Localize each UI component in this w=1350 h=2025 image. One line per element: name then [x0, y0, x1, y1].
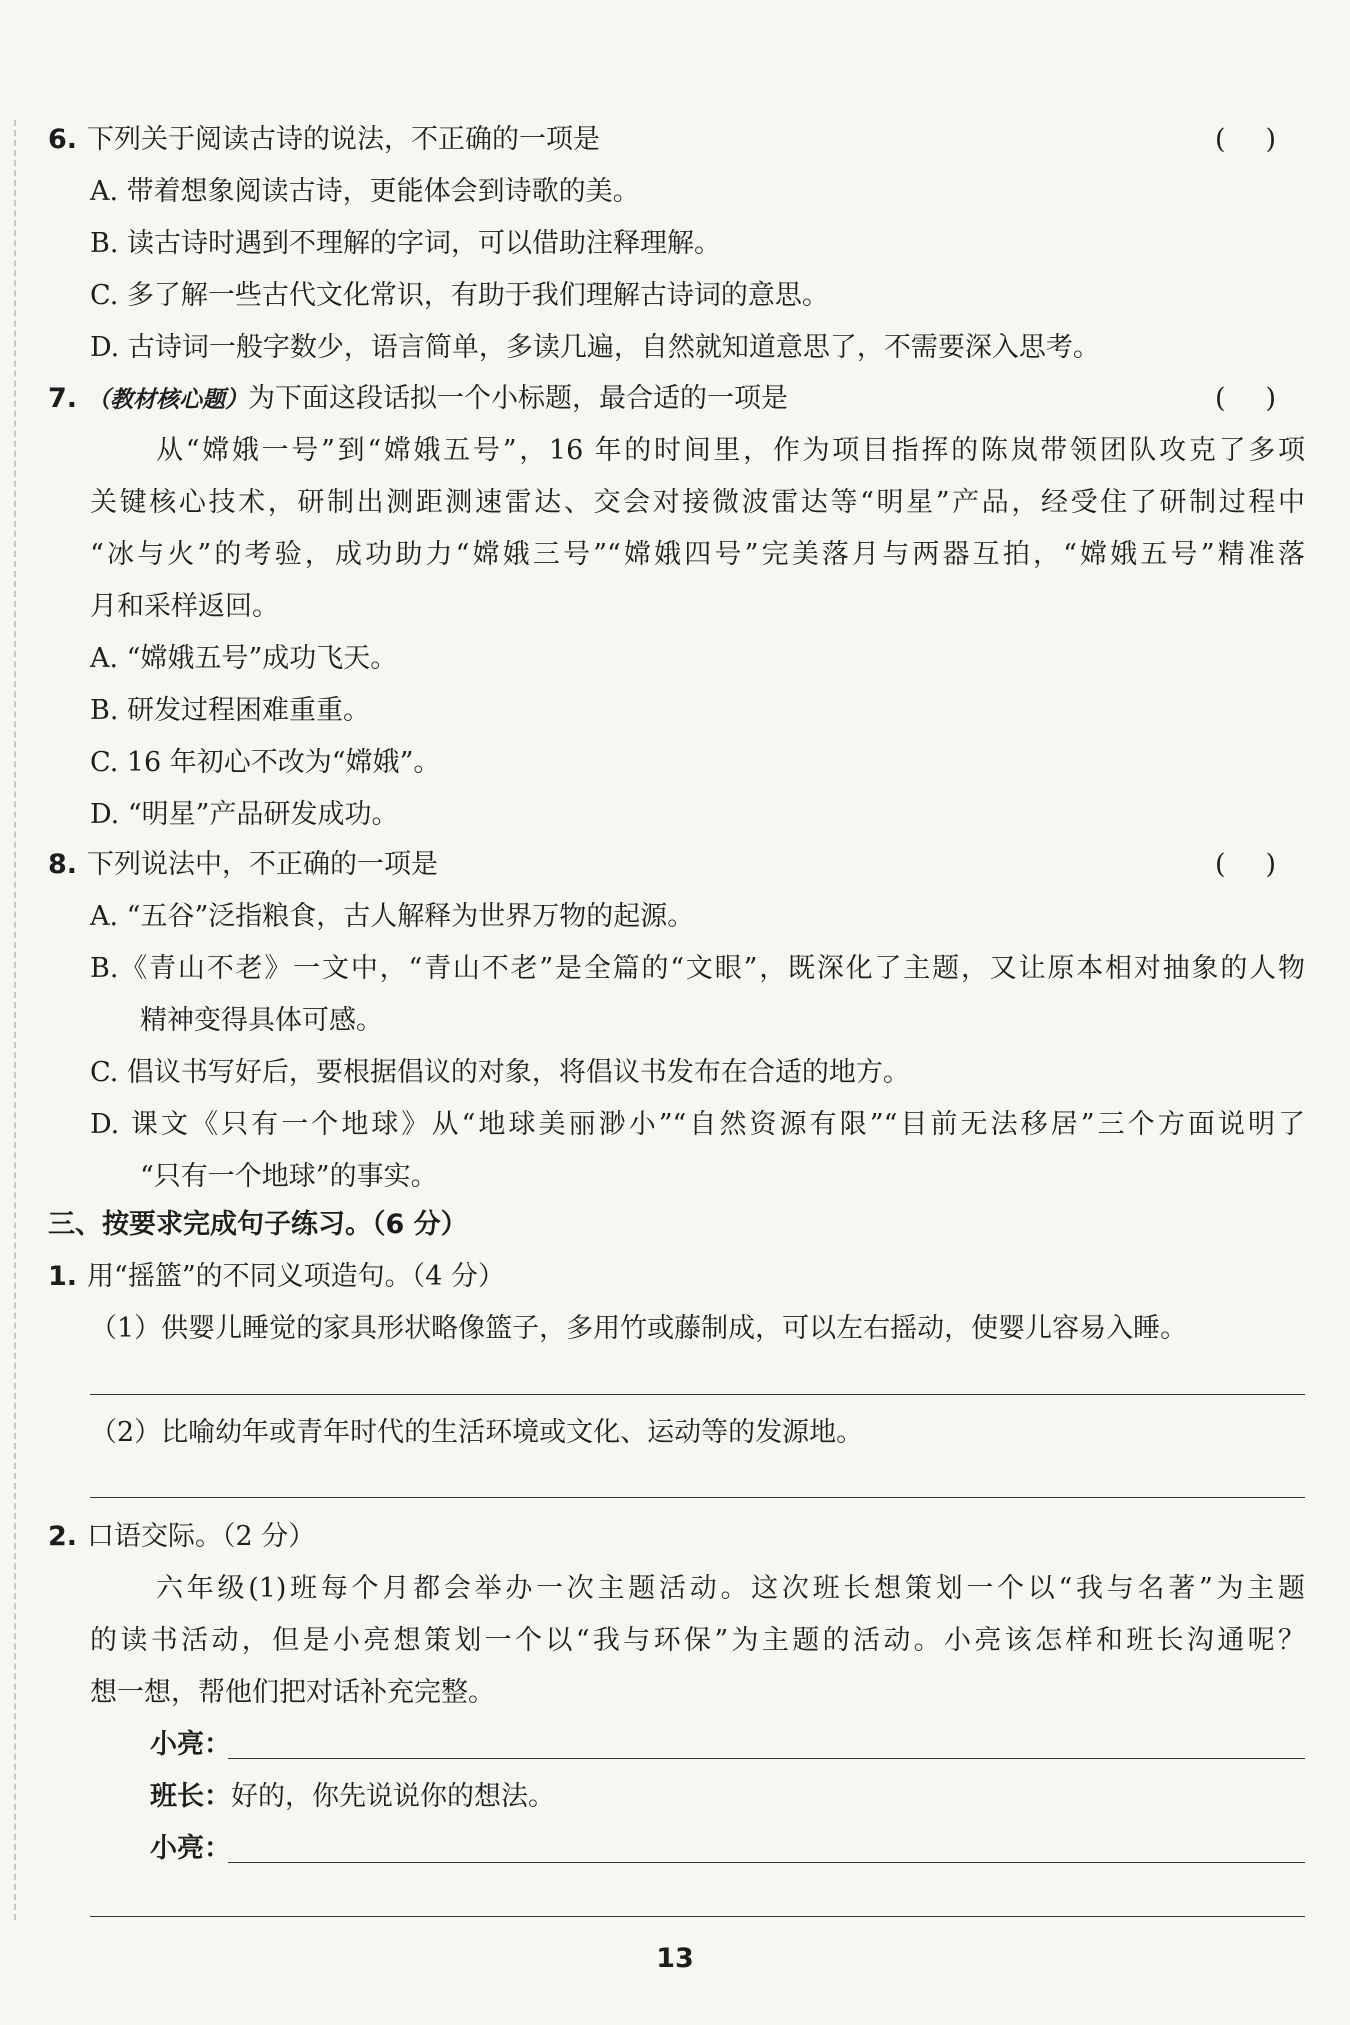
dialogue-speaker-monitor: 班长：	[150, 1781, 231, 1812]
dialogue-speaker-xiaoliang-2: 小亮：	[150, 1833, 231, 1864]
q6-option-b: B. 读古诗时遇到不理解的字词，可以借助注释理解。	[90, 228, 722, 259]
q8-answer-paren[interactable]: ()	[1215, 849, 1317, 880]
s1-stem	[48, 1259, 505, 1295]
s2-stem-text: 口语交际。（2 分）	[87, 1521, 316, 1552]
q8-option-b-line-1: B.《青山不老》一文中，“青山不老”是全篇的“文眼”，既深化了主题，又让原本相对抽象的人物	[90, 953, 1305, 984]
s1-item-1: （1）供婴儿睡觉的家具形状略像篮子，多用竹或藤制成，可以左右摇动，使婴儿容易入睡。	[90, 1313, 1188, 1344]
s1-stem-text: 用“摇篮”的不同义项造句。（4 分）	[87, 1261, 505, 1292]
q7-option-b: B. 研发过程困难重重。	[90, 695, 371, 726]
q6-answer-paren[interactable]: ()	[1215, 124, 1317, 155]
q7-answer-paren[interactable]: ()	[1215, 383, 1317, 414]
binding-margin-line	[14, 120, 16, 1920]
q6-stem	[48, 122, 600, 158]
q6-option-c: C. 多了解一些古代文化常识，有助于我们理解古诗词的意思。	[90, 280, 829, 311]
q7-option-c: C. 16 年初心不改为“嫦娥”。	[90, 747, 441, 778]
q6-option-a: A. 带着想象阅读古诗，更能体会到诗歌的美。	[90, 176, 640, 207]
dialogue-monitor-reply: 好的，你先说说你的想法。	[231, 1781, 555, 1812]
s1-number: 1.	[48, 1261, 78, 1292]
q8-stem	[48, 847, 438, 883]
q8-option-b-line-2: 精神变得具体可感。	[140, 1005, 383, 1036]
q7-option-d: D. “明星”产品研发成功。	[90, 799, 399, 830]
q7-number: 7.	[48, 383, 78, 414]
page-number: 13	[656, 1943, 694, 1974]
s2-number: 2.	[48, 1521, 78, 1552]
section-3-heading: 三、按要求完成句子练习。（6 分）	[48, 1209, 468, 1240]
q7-passage-line-2: 关键核心技术，研制出测距测速雷达、交会对接微波雷达等“明星”产品，经受住了研制过程中	[90, 487, 1305, 518]
q7-passage-line-4: 月和采样返回。	[90, 591, 279, 622]
s2-passage-line-3: 想一想，帮他们把对话补充完整。	[90, 1677, 495, 1708]
q8-stem-text: 下列说法中，不正确的一项是	[87, 849, 439, 880]
s1-item-2-answer-line[interactable]	[90, 1497, 1305, 1498]
q8-option-a: A. “五谷”泛指粮食，古人解释为世界万物的起源。	[90, 901, 695, 932]
q6-option-d: D. 古诗词一般字数少，语言简单，多读几遍，自然就知道意思了，不需要深入思考。	[90, 332, 1100, 363]
q6-number: 6.	[48, 124, 78, 155]
dialogue-answer-line-3[interactable]	[90, 1916, 1305, 1917]
q7-stem-text: 为下面这段话拟一个小标题，最合适的一项是	[248, 383, 789, 414]
dialogue-answer-line-2[interactable]	[228, 1862, 1305, 1863]
q8-option-c: C. 倡议书写好后，要根据倡议的对象，将倡议书发布在合适的地方。	[90, 1057, 910, 1088]
s1-item-2: （2）比喻幼年或青年时代的生活环境或文化、运动等的发源地。	[90, 1417, 864, 1448]
s2-passage-line-1: 六年级(1)班每个月都会举办一次主题活动。这次班长想策划一个以“我与名著”为主题	[156, 1573, 1305, 1604]
q8-number: 8.	[48, 849, 78, 880]
s2-passage-line-2: 的读书活动，但是小亮想策划一个以“我与环保”为主题的活动。小亮该怎样和班长沟通呢？	[90, 1625, 1305, 1656]
s1-item-1-answer-line[interactable]	[90, 1394, 1305, 1395]
s2-stem	[48, 1519, 315, 1555]
q7-option-a: A. “嫦娥五号”成功飞天。	[90, 643, 398, 674]
dialogue-answer-line-1[interactable]	[228, 1758, 1305, 1759]
q6-stem-text: 下列关于阅读古诗的说法，不正确的一项是	[87, 124, 601, 155]
q7-stem	[48, 381, 788, 418]
dialogue-line-monitor	[150, 1779, 555, 1815]
q7-passage-line-3: “冰与火”的考验，成功助力“嫦娥三号”“嫦娥四号”完美落月与两器互拍，“嫦娥五号”精准落	[90, 539, 1305, 570]
q8-option-d-line-2: “只有一个地球”的事实。	[140, 1161, 438, 1192]
q7-passage-line-1: 从“嫦娥一号”到“嫦娥五号”，16 年的时间里，作为项目指挥的陈岚带领团队攻克了多项	[156, 435, 1305, 466]
q8-option-d-line-1: D. 课文《只有一个地球》从“地球美丽渺小”“自然资源有限”“目前无法移居”三个方面说明了	[90, 1109, 1305, 1140]
dialogue-speaker-xiaoliang-1: 小亮：	[150, 1729, 231, 1760]
q7-tag: （教材核心题）	[87, 387, 249, 413]
